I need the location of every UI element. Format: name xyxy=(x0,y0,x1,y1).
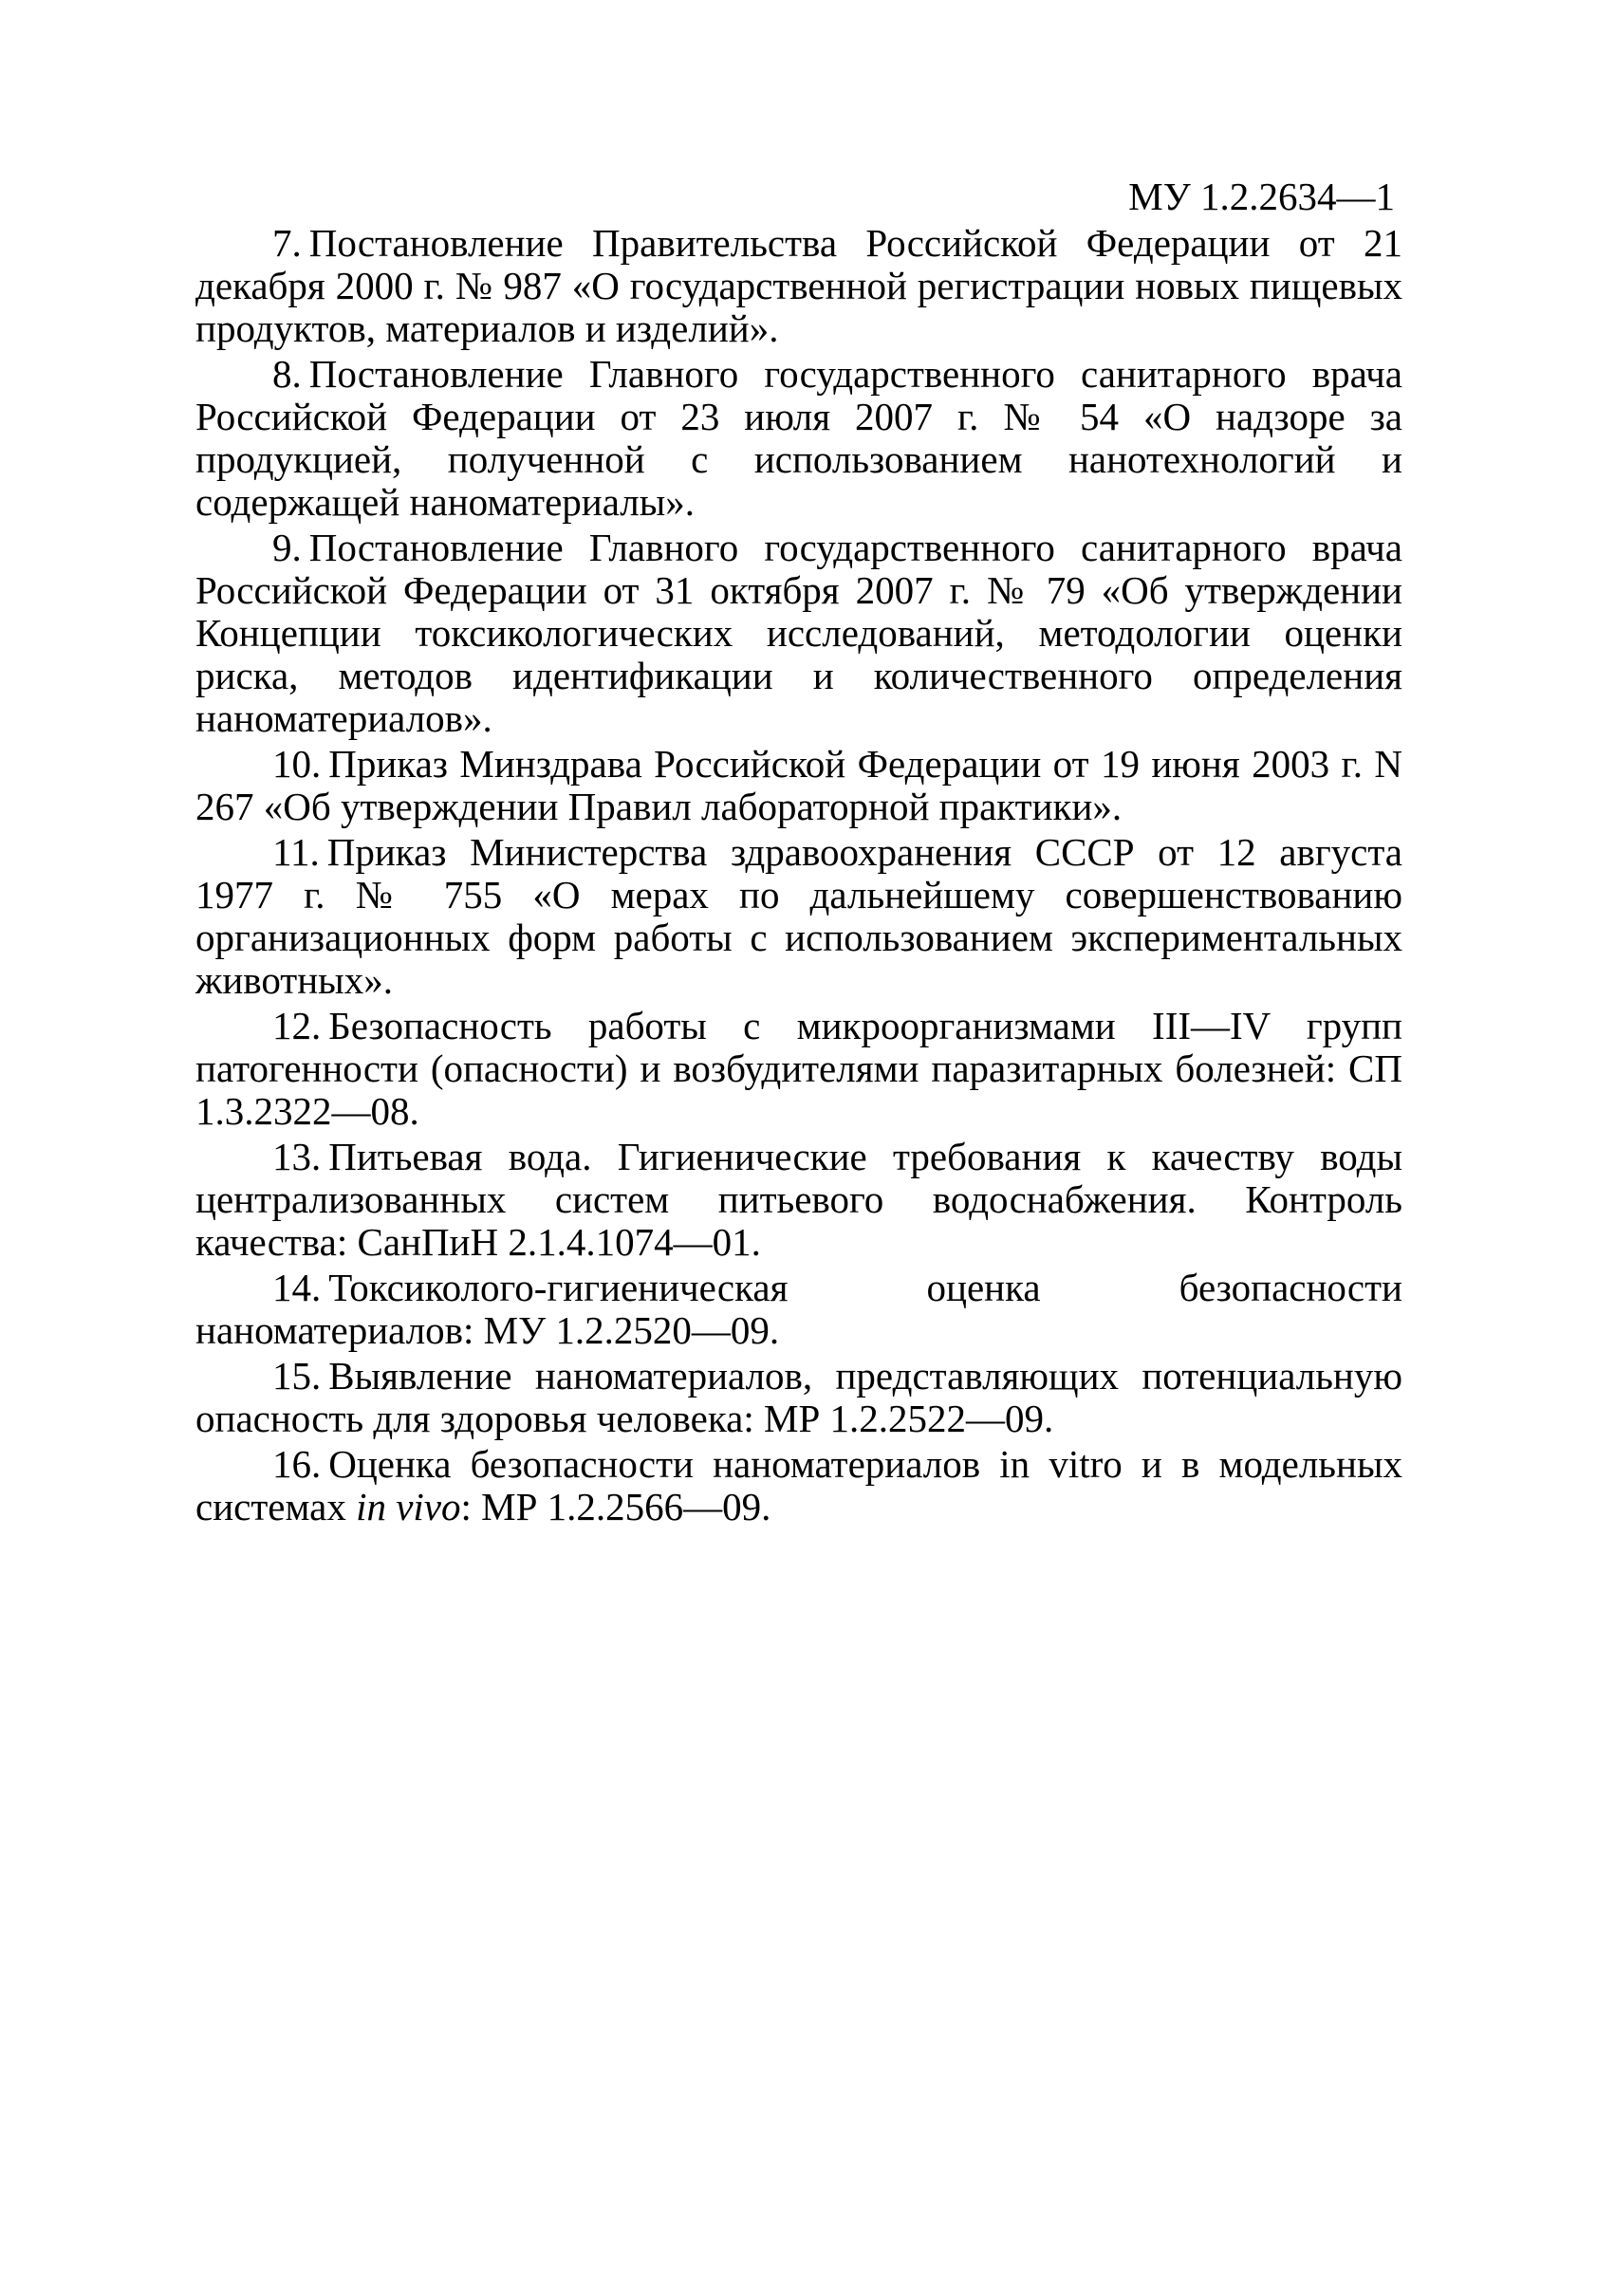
list-item-text: Безопасность работы с микроорганизмами III—IV групп патогенности (опасности) и возбудителями паразитарных болезней: СП 1.3.2322—08. xyxy=(195,1004,1402,1133)
list-item-number: 10. xyxy=(272,742,322,786)
list-item xyxy=(195,222,1402,350)
list-item xyxy=(195,527,1402,740)
list-item xyxy=(195,353,1402,524)
list-item-number: 7. xyxy=(272,221,302,265)
list-item-text: Приказ Минздрава Российской Федерации от 19 июня 2003 г. N 267 «Об утверждении Правил лабораторной практики». xyxy=(195,742,1402,828)
list-item xyxy=(195,743,1402,828)
list-item xyxy=(195,1267,1402,1352)
list-item xyxy=(195,1005,1402,1133)
list-item-text-italic: in vivo xyxy=(356,1485,461,1528)
list-item-number: 9. xyxy=(272,526,302,569)
list-item-number: 15. xyxy=(272,1354,322,1398)
list-item-text: Приказ Министерства здравоохранения СССР от 12 августа 1977 г. № 755 «О мерах по дальнейшему совершенствованию организационных форм работы с использованием экспериментальных животных». xyxy=(195,830,1402,1002)
list-item xyxy=(195,831,1402,1002)
list-item-number: 16. xyxy=(272,1442,322,1486)
list-item xyxy=(195,1136,1402,1264)
list-item-text: Выявление наноматериалов, представляющих потенциальную опасность для здоровья человека: МР 1.2.2522—09. xyxy=(195,1354,1402,1440)
list-item-text xyxy=(195,1442,1402,1528)
list-item-text-part: Оценка безопасности наноматериалов in vitro и в модельных системах xyxy=(195,1442,1402,1528)
list-item-number: 14. xyxy=(272,1266,322,1309)
list-item-number: 11. xyxy=(272,830,320,874)
list-item-text: Постановление Главного государственного санитарного врача Российской Федерации от 31 октября 2007 г. № 79 «Об утверждении Концепции токсикологических исследований, методологии оценки риска, методов идентификации и количественного определения наноматериалов». xyxy=(195,526,1402,740)
list-item xyxy=(195,1355,1402,1440)
list-item xyxy=(195,1443,1402,1528)
list-item-number: 8. xyxy=(272,352,302,396)
list-item-text: Питьевая вода. Гигиенические требования к качеству воды централизованных систем питьевого водоснабжения. Контроль качества: СанПиН 2.1.4.1074—01. xyxy=(195,1135,1402,1264)
list-item-text: Токсиколого-гигиеническая оценка безопасности наноматериалов: МУ 1.2.2520—09. xyxy=(195,1266,1402,1352)
reference-list xyxy=(195,222,1402,1531)
list-item-number: 13. xyxy=(272,1135,322,1178)
document-code: МУ 1.2.2634—1 xyxy=(1128,175,1395,218)
list-item-text: Постановление Главного государственного санитарного врача Российской Федерации от 23 июля 2007 г. № 54 «О надзоре за продукцией, полученной с использованием нанотехнологий и содержащей наноматериалы». xyxy=(195,352,1402,524)
list-item-number: 12. xyxy=(272,1004,322,1047)
list-item-text-part: : МР 1.2.2566—09. xyxy=(460,1485,771,1528)
list-item-text: Постановление Правительства Российской Федерации от 21 декабря 2000 г. № 987 «О государственной регистрации новых пищевых продуктов, материалов и изделий». xyxy=(195,221,1402,350)
